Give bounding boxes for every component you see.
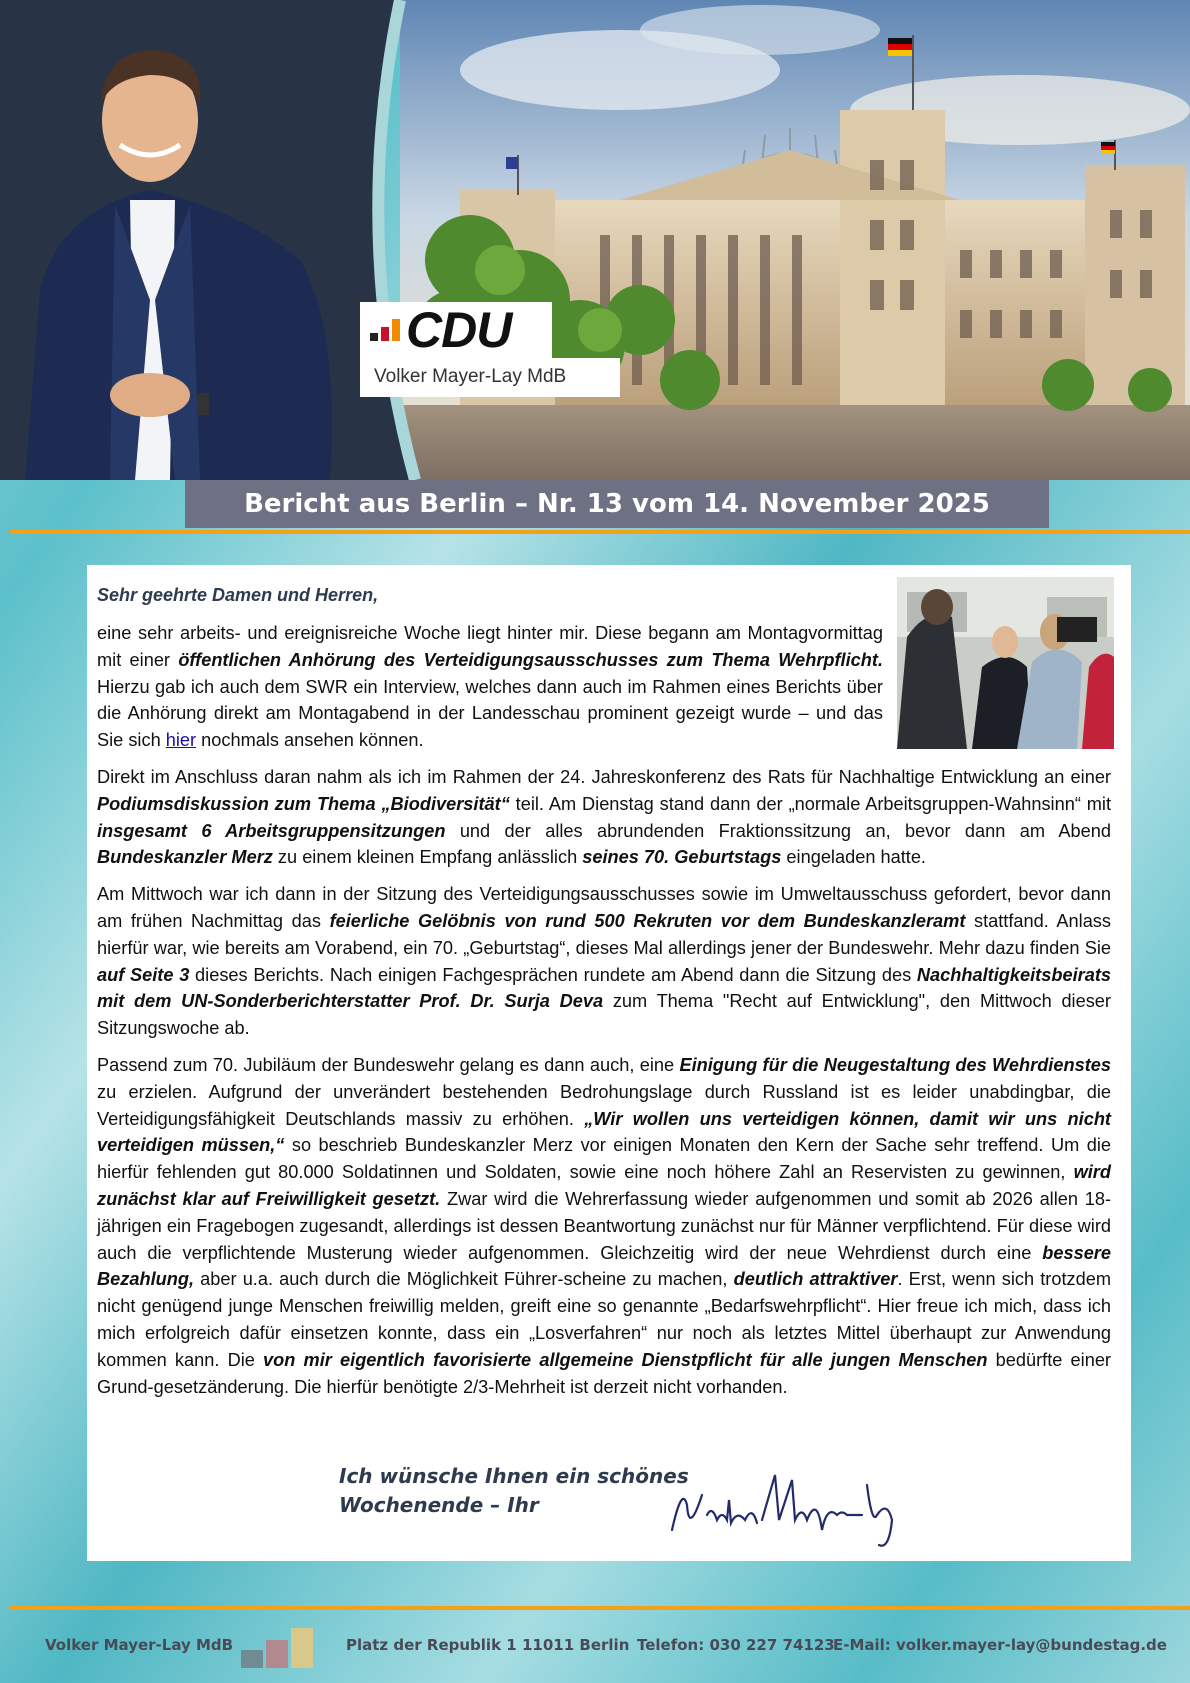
handwritten-signature — [667, 1465, 907, 1555]
text: eingeladen hatte. — [781, 847, 926, 868]
reichstag-photo — [0, 0, 1190, 480]
paragraph-1 — [97, 620, 883, 754]
footer-name: Volker Mayer-Lay MdB — [45, 1636, 234, 1654]
divider-bottom — [10, 1606, 1190, 1610]
footer-address: Platz der Republik 1 — [346, 1636, 517, 1654]
page-title: Bericht aus Berlin – Nr. 13 vom 14. November 2025 — [185, 480, 1049, 528]
video-link[interactable]: hier — [165, 730, 197, 751]
text: und der alles abrundenden Fraktionssitzung an, bevor dann am Abend — [445, 820, 1111, 841]
closing — [339, 1462, 689, 1520]
header-banner — [0, 0, 1190, 480]
text: stattfand. Anlass hierfür war, wie bereits am Vorabend, ein 70. „Geburtstag“, dieses Mal allerdings jener der Bundeswehr. Mehr dazu finden Sie — [97, 910, 1111, 958]
text: dieses Berichts. Nach einigen Fachgesprächen rundete am Abend dann die Sitzung des — [189, 964, 917, 985]
text: zum Thema "Recht auf Entwicklung", den Mittwoch dieser Sitzungswoche ab. — [97, 991, 1111, 1039]
footer — [0, 1620, 1190, 1670]
emphasis: auf Seite 3 — [97, 964, 190, 985]
emphasis: Bundeskanzler Merz — [97, 847, 273, 868]
emphasis: Podiumsdiskussion zum Thema „Biodiversität“ — [97, 793, 510, 814]
footer-city: 11011 Berlin — [522, 1636, 630, 1654]
emphasis: Nachhaltigkeitsbeirats mit dem UN-Sonderberichterstatter Prof. Dr. Surja Deva — [97, 964, 1111, 1012]
interview-photo — [897, 577, 1114, 749]
text: zu einem kleinen Empfang anlässlich — [272, 847, 583, 868]
emphasis: bessere Bezahlung, — [97, 1242, 1111, 1290]
cdu-logo-bars — [370, 319, 400, 341]
emphasis: wird zunächst klar auf Freiwilligkeit gesetzt. — [97, 1162, 1111, 1209]
emphasis: von mir eigentlich favorisierte allgemeine Dienstpflicht für alle jungen Menschen — [263, 1349, 988, 1370]
emphasis: „Wir wollen uns verteidigen können, damit wir uns nicht verteidigen müssen,“ — [97, 1108, 1111, 1156]
cdu-logo — [360, 302, 552, 358]
emphasis: seines 70. Geburtstags — [582, 847, 782, 868]
paragraph-3 — [97, 881, 1111, 1042]
footer-logo-bars — [241, 1628, 313, 1668]
text: teil. Am Dienstag stand dann der „normale Arbeitsgruppen-Wahnsinn“ mit — [509, 793, 1111, 814]
text: so beschrieb Bundeskanzler Merz vor einigen Monaten den Kern der Sache sehr treffend. Um die hierfür fehlenden gut 80.000 Soldatinnen und Soldaten, sowie eine noch höhere Zahl an Reservisten zu gewinnen, — [97, 1135, 1111, 1183]
paragraph-4 — [97, 1052, 1111, 1400]
greeting: Sehr geehrte Damen und Herren, — [97, 585, 379, 605]
text: Passend zum 70. Jubiläum der Bundeswehr gelang es dann auch, eine — [97, 1054, 680, 1075]
cdu-logo-text: CDU — [406, 302, 512, 358]
emphasis: deutlich attraktiver — [733, 1269, 898, 1290]
footer-email[interactable]: E-Mail: volker.mayer-lay@bundestag.de — [833, 1636, 1167, 1654]
text: Zwar wird die Wehrerfassung wieder aufgenommen und somit ab 2026 allen 18-jährigen ein Fragebogen zugesandt, allerdings ist dessen Beantwortung zunächst nur für Männer verpflichtend. Für diese wird auch die verpflichtende Musterung wieder aufgenommen. Gleichzeitig wird der neue Wehrdienst durch eine — [97, 1188, 1112, 1263]
footer-phone: Telefon: 030 227 74123 — [637, 1636, 835, 1654]
paragraph-2 — [97, 764, 1111, 871]
text: Direkt im Anschluss daran nahm als ich im Rahmen der 24. Jahreskonferenz des Rats für Nachhaltige Entwicklung an einer — [97, 766, 1111, 787]
text: . Erst, wenn sich trotzdem nicht genügend junge Menschen freiwillig melden, greift eine so genannte „Bedarfswehrpflicht“. Hier freue ich mich, dass ich mich erfolgreich dafür einsetzen konnte, dass ein „Losverfahren“ nur noch als letztes Mittel überhaupt zur Anwendung kommen kann. Die — [97, 1269, 1112, 1370]
emphasis: öffentlichen Anhörung des Verteidigungsausschusses zum Thema Wehrpflicht. — [178, 649, 884, 670]
text: zu erzielen. Aufgrund der unverändert bestehenden Bedrohungslage durch Russland ist es leider unabdingbar, die Verteidigungsfähigkeit Deutschlands massiv zu erhöhen. — [97, 1081, 1111, 1129]
text: aber u.a. auch durch die Möglichkeit Führer-scheine zu machen, — [194, 1269, 734, 1290]
text: nochmals ansehen können. — [196, 730, 424, 751]
emphasis: insgesamt 6 Arbeitsgruppensitzungen — [97, 820, 446, 841]
closing-line-1: Ich wünsche Ihnen ein schönes — [339, 1464, 689, 1488]
letter-card — [87, 565, 1131, 1561]
text: Am Mittwoch war ich dann in der Sitzung des Verteidigungsausschusses sowie im Umweltausschuss gefordert, bevor dann am frühen Nachmittag das — [97, 884, 1111, 931]
closing-line-2: Wochenende – Ihr — [339, 1493, 539, 1517]
text: Hierzu gab ich auch dem SWR ein Interview, welches dann auch im Rahmen eines Berichts über die Anhörung direkt am Montagabend in der Landesschau prominent gezeigt wurde – und das Sie sich — [97, 676, 883, 751]
text: eine sehr arbeits- und ereignisreiche Woche liegt hinter mir. Diese begann am Montagvormittag mit einer — [97, 623, 883, 670]
name-label: Volker Mayer-Lay MdB — [360, 358, 620, 397]
divider-top — [10, 530, 1190, 534]
emphasis: Einigung für die Neugestaltung des Wehrdienstes — [679, 1054, 1111, 1075]
emphasis: feierliche Gelöbnis von rund 500 Rekruten vor dem Bundeskanzleramt — [329, 910, 966, 931]
text: bedürfte einer Grund-gesetzänderung. Die hierfür benötigte 2/3-Mehrheit ist derzeit nicht vorhanden. — [97, 1349, 1111, 1397]
